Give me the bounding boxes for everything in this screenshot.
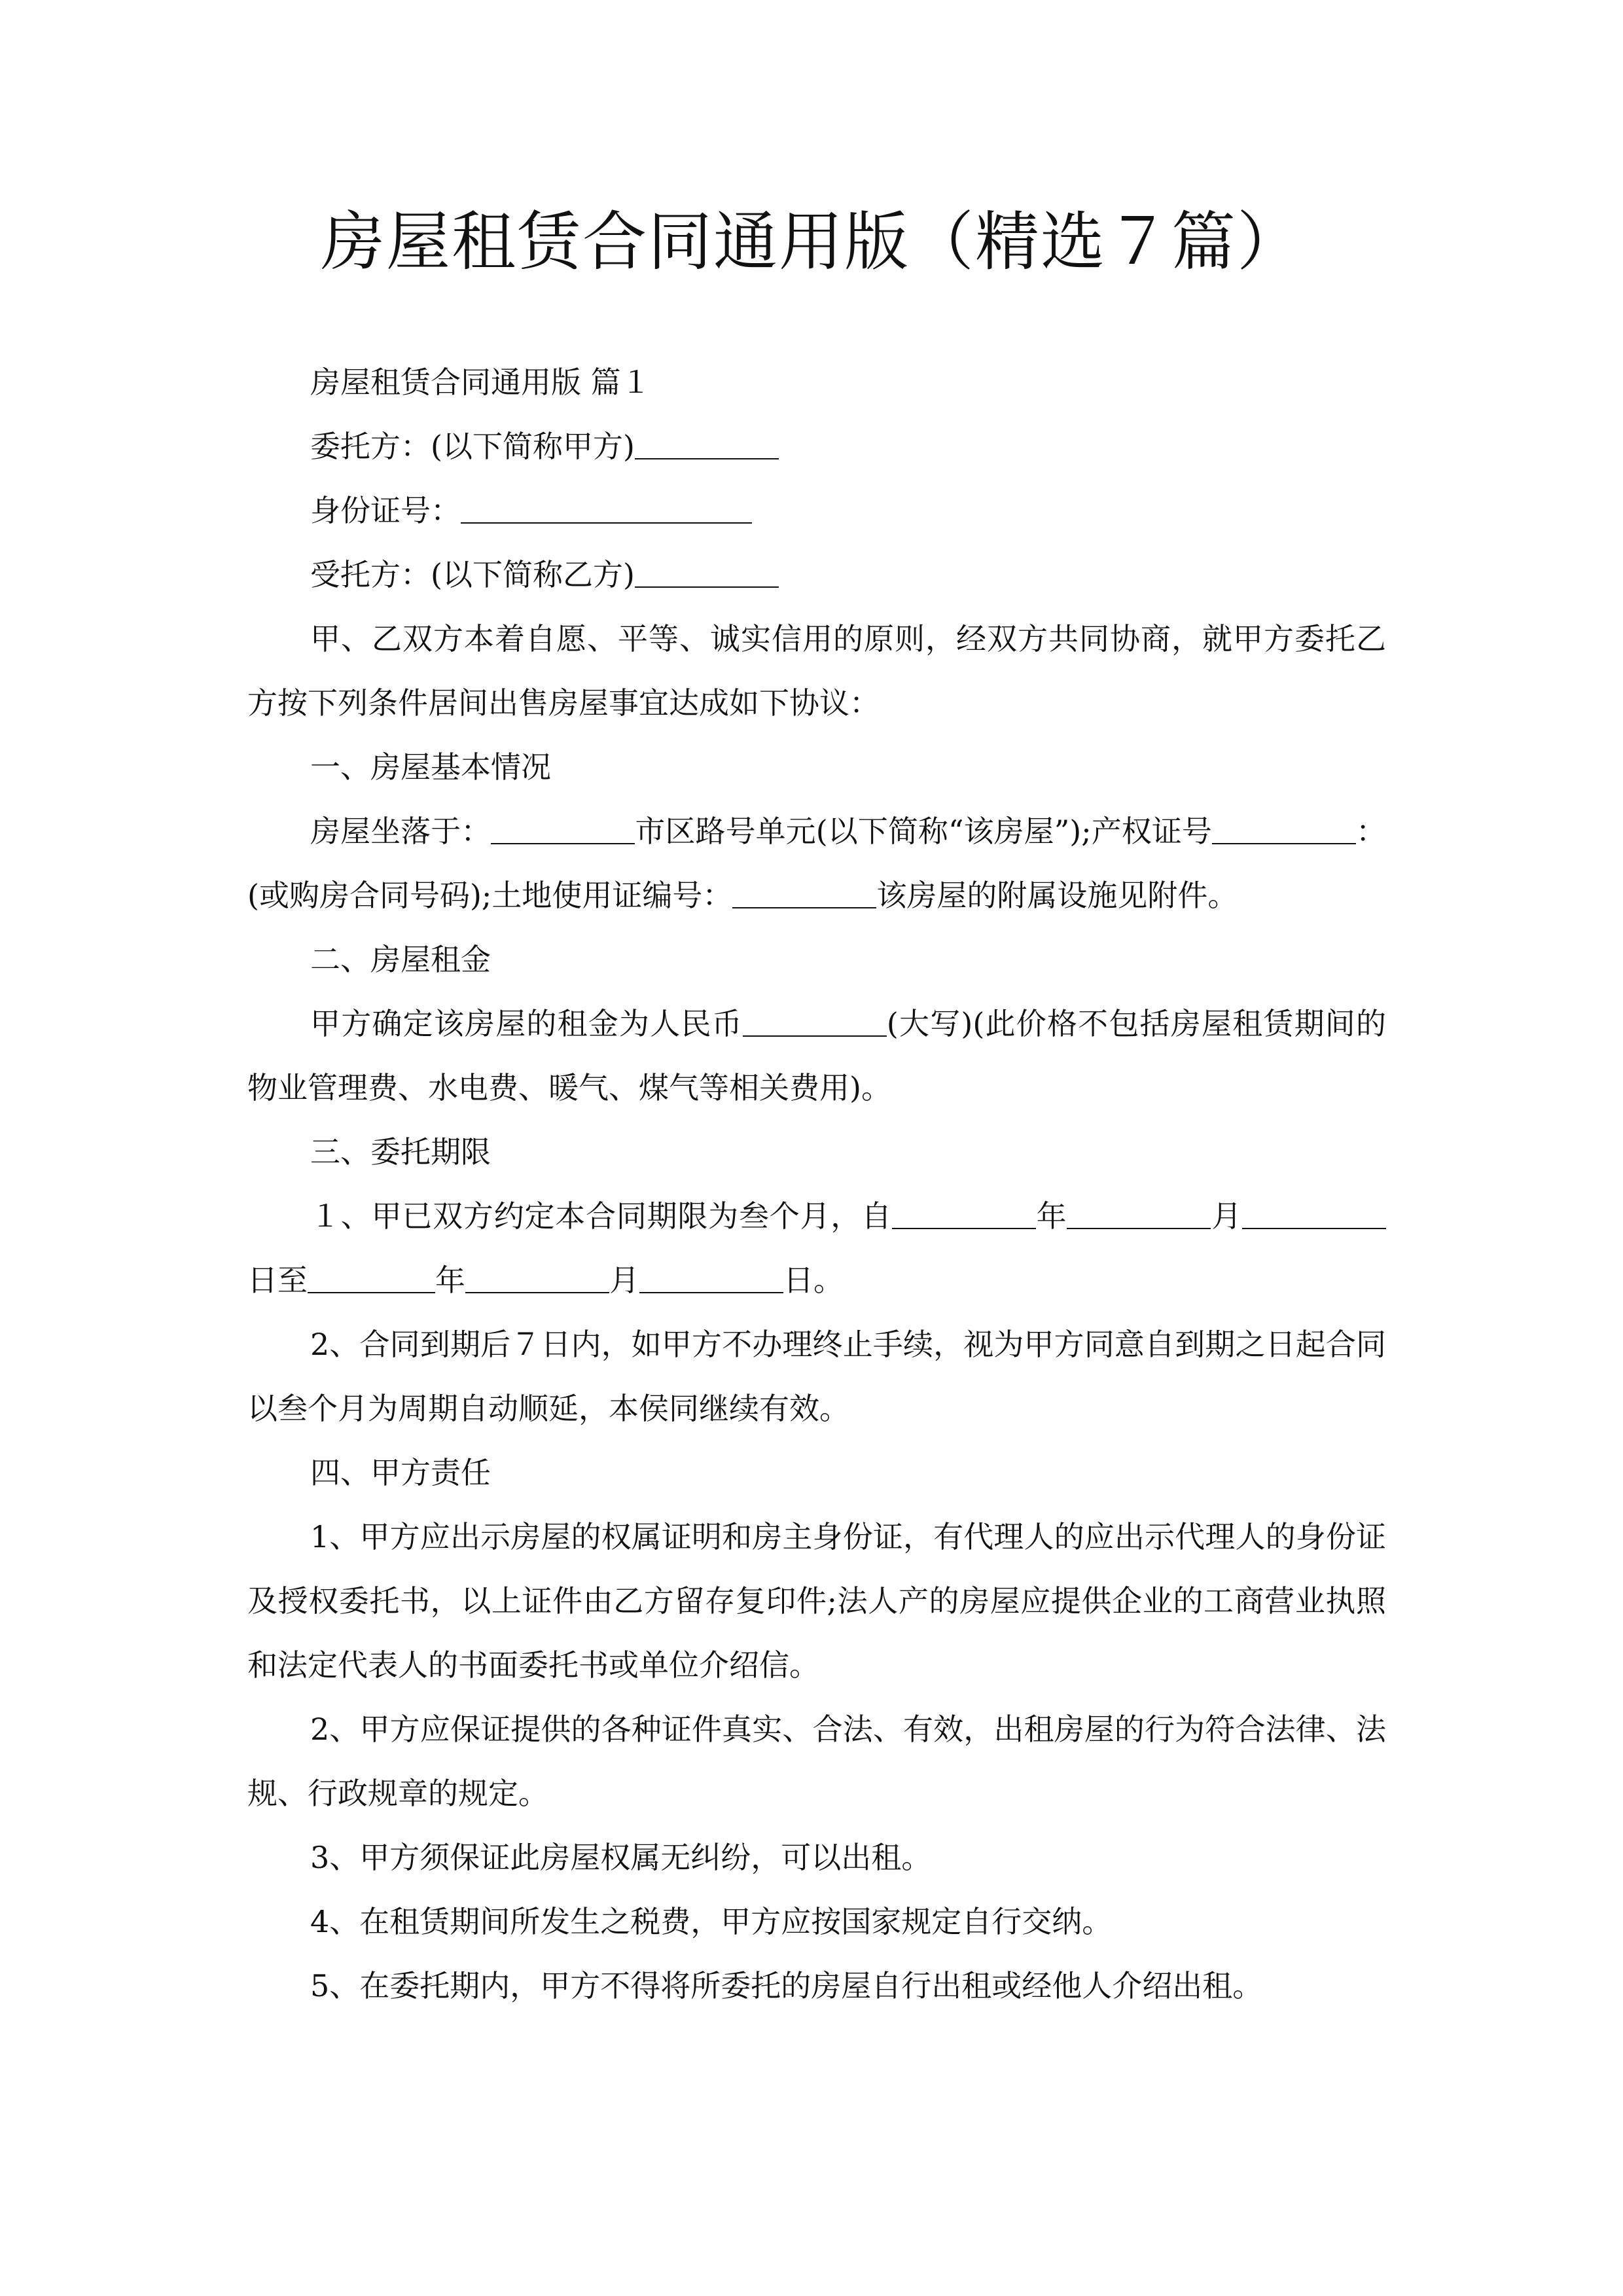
trustee-party-blank	[635, 556, 779, 588]
s3-1-text: １、甲已双方约定本合同期限为叁个月，自	[310, 1198, 892, 1234]
entrust-party-label: 委托方：(以下简称甲方)	[310, 429, 635, 464]
end-day-blank	[639, 1262, 783, 1293]
section-4-item-1: 1、甲方应出示房屋的权属证明和房主身份证，有代理人的应出示代理人的身份证及授权委托书，以上证件由乙方留存复印件;法人产的房屋应提供企业的工商营业执照和法定代表人的书面委托书或单位介绍信。	[247, 1519, 1386, 1683]
s2-text-a: 甲方确定该房屋的租金为人民币	[310, 1006, 743, 1041]
section-3-heading: 三、委托期限	[310, 1134, 491, 1170]
s3-1-month2: 月	[609, 1263, 639, 1298]
section-1-heading: 一、房屋基本情况	[310, 749, 551, 785]
s2-text-b: (大写)(此价格不包括房屋租赁期间的物业管理费、水电费、暖气、煤气等相关费用)。	[247, 1006, 1386, 1105]
land-cert-blank	[732, 877, 876, 908]
s3-1-day-to: 日至	[247, 1263, 308, 1298]
s1-text-c: ：(或购房合同号码);土地使用证编号：	[247, 814, 1387, 913]
start-day-blank	[1242, 1198, 1386, 1229]
document-title: 房屋租赁合同通用版（精选７篇）	[320, 205, 1302, 279]
s1-text-d: 该房屋的附属设施见附件。	[876, 878, 1238, 913]
end-month-blank	[465, 1262, 609, 1293]
trustee-party-line	[247, 543, 1386, 607]
id-number-line	[247, 478, 1386, 543]
id-number-blank	[461, 492, 752, 524]
section-3-item-2: 2、合同到期后７日内，如甲方不办理终止手续，视为甲方同意自到期之日起合同以叁个月为周期自动顺延，本侯同继续有效。	[247, 1327, 1386, 1426]
section-2-paragraph	[247, 992, 1386, 1120]
section-4-item-5: 5、在委托期内，甲方不得将所委托的房屋自行出租或经他人介绍出租。	[310, 1968, 1263, 2003]
section-4-item-4: 4、在租赁期间所发生之税费，甲方应按国家规定自行交纳。	[310, 1904, 1113, 1939]
trustee-party-label: 受托方：(以下简称乙方)	[310, 557, 635, 592]
s3-1-year2: 年	[435, 1263, 465, 1298]
entrust-party-line	[247, 414, 1386, 478]
section-4-heading: 四、甲方责任	[310, 1455, 491, 1490]
entrust-party-blank	[635, 428, 779, 459]
section-3-item-1	[247, 1184, 1386, 1312]
section-1-paragraph	[247, 799, 1386, 927]
s3-1-year: 年	[1035, 1198, 1067, 1234]
intro-paragraph: 甲、乙双方本着自愿、平等、诚实信用的原则，经双方共同协商，就甲方委托乙方按下列条件居间出售房屋事宜达成如下协议：	[247, 621, 1386, 721]
document-body	[247, 350, 1386, 2018]
end-year-blank	[308, 1262, 435, 1293]
section-4-item-3: 3、甲方须保证此房屋权属无纠纷，可以出租。	[310, 1840, 932, 1875]
rent-amount-blank	[743, 1005, 887, 1037]
property-cert-blank	[1212, 813, 1356, 844]
s1-text-b: 市区路号单元(以下简称“该房屋”);产权证号	[635, 814, 1212, 849]
start-year-blank	[892, 1198, 1036, 1229]
id-number-label: 身份证号：	[310, 493, 461, 528]
s3-1-month: 月	[1211, 1198, 1243, 1234]
section-4-item-2: 2、甲方应保证提供的各种证件真实、合法、有效，出租房屋的行为符合法律、法规、行政规章的规定。	[247, 1712, 1386, 1811]
start-month-blank	[1067, 1198, 1211, 1229]
section-2-heading: 二、房屋租金	[310, 942, 491, 977]
s3-1-day2: 日。	[783, 1263, 844, 1298]
section-subtitle: 房屋租赁合同通用版 篇１	[310, 365, 651, 400]
s1-text-a: 房屋坐落于：	[310, 814, 491, 849]
location-blank	[491, 813, 635, 844]
